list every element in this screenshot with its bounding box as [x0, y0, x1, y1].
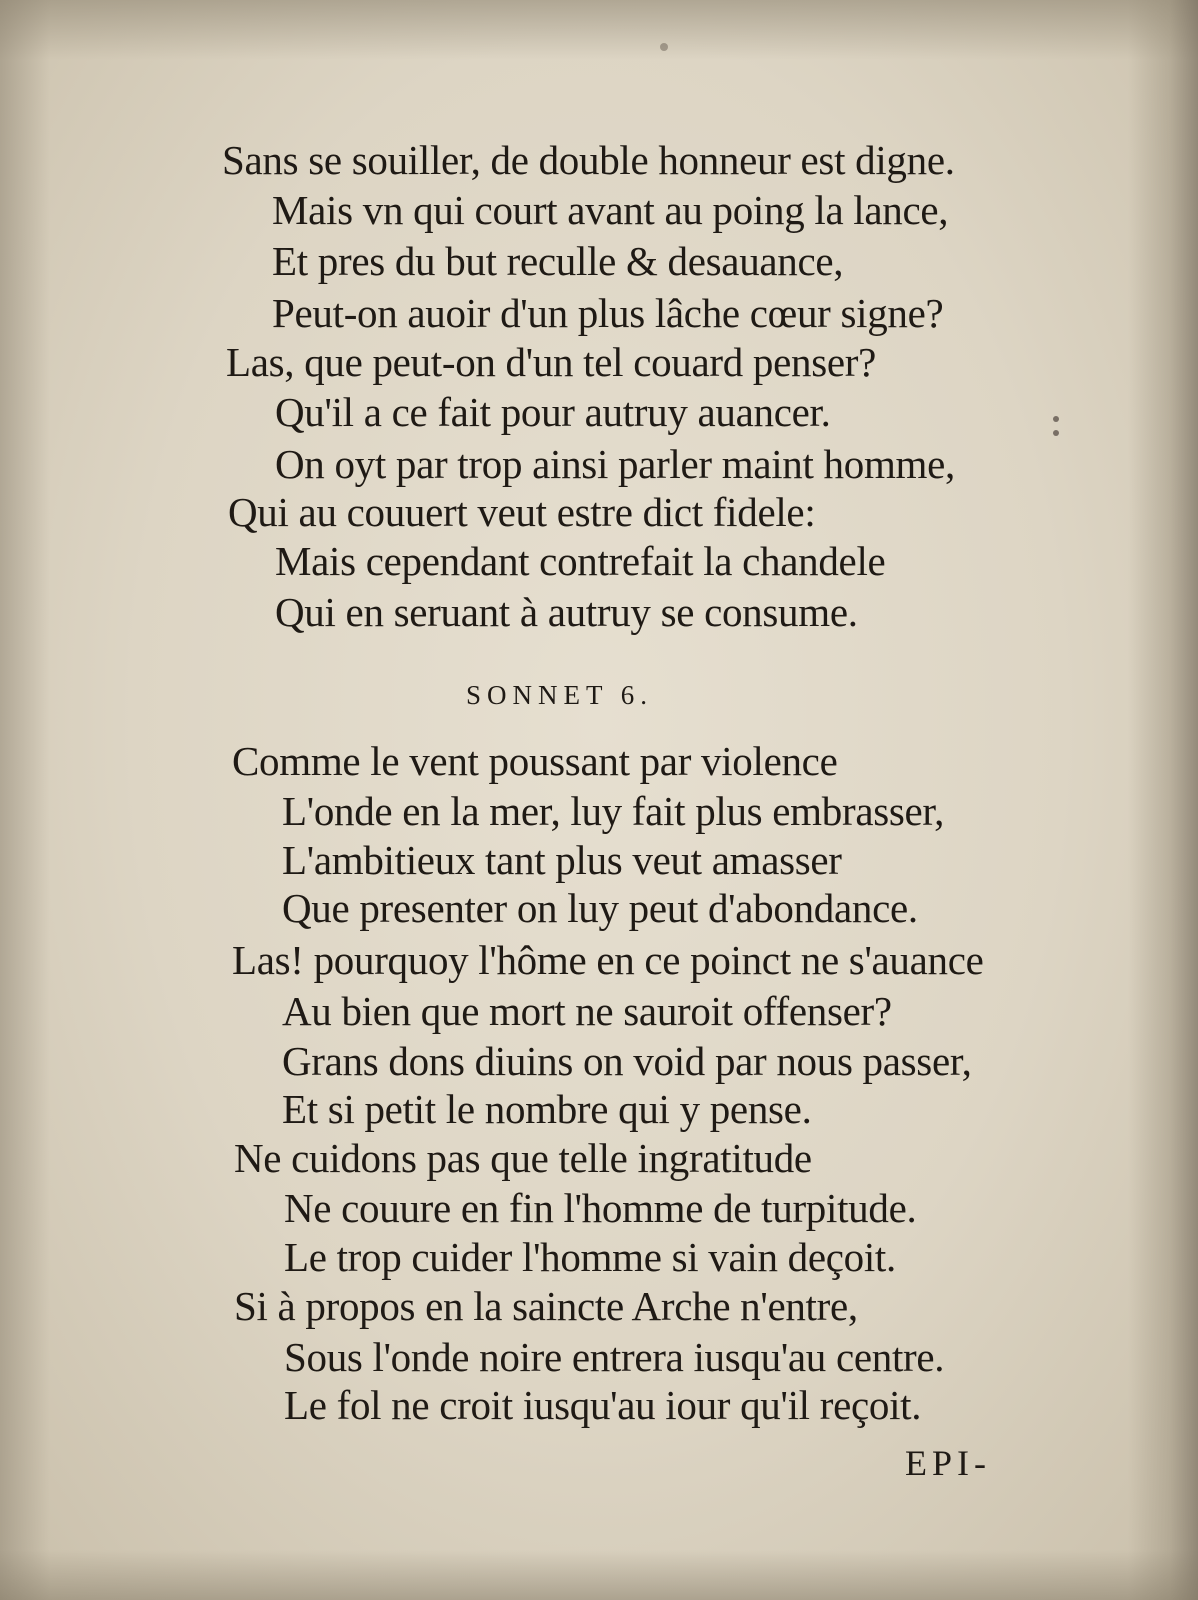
ink-speck	[660, 43, 668, 51]
verse-line: Sous l'onde noire entrera iusqu'au centre.	[284, 1334, 945, 1380]
verse-line: Si à propos en la saincte Arche n'entre,	[234, 1283, 858, 1329]
verse-line: Ne couure en fin l'homme de turpitude.	[284, 1185, 917, 1231]
verse-line: Qui en seruant à autruy se consume.	[275, 589, 858, 635]
verse-line: On oyt par trop ainsi parler maint homme,	[275, 441, 955, 487]
verse-line: Et pres du but reculle & desauance,	[272, 238, 844, 284]
verse-line: Que presenter on luy peut d'abondance.	[282, 885, 918, 931]
verse-line: Grans dons diuins on void par nous passer,	[282, 1038, 972, 1084]
page-edge-left	[0, 0, 50, 1600]
verse-line: Las, que peut-on d'un tel couard penser?	[226, 339, 877, 385]
verse-line: L'onde en la mer, luy fait plus embrasser,	[282, 788, 945, 834]
verse-line: Mais cependant contrefait la chandele	[275, 538, 886, 584]
sonnet-heading: SONNET 6.	[466, 680, 654, 710]
verse-line: Au bien que mort ne sauroit offenser?	[282, 988, 892, 1034]
verse-line: L'ambitieux tant plus veut amasser	[282, 837, 842, 883]
page-edge-top	[0, 0, 1198, 60]
verse-line: Comme le vent poussant par violence	[232, 738, 838, 784]
verse-line: Qui au couuert veut estre dict fidele:	[228, 489, 816, 535]
verse-line: Sans se souiller, de double honneur est digne.	[222, 137, 955, 183]
verse-line: Las! pourquoy l'hôme en ce poinct ne s'auance	[232, 937, 984, 983]
page-edge-right	[1128, 0, 1198, 1600]
verse-line: Qu'il a ce fait pour autruy auancer.	[275, 389, 831, 435]
ink-speck	[1053, 416, 1059, 422]
verse-line: Ne cuidons pas que telle ingratitude	[234, 1135, 812, 1181]
verse-line: Peut-on auoir d'un plus lâche cœur signe?	[272, 290, 944, 336]
ink-speck	[1053, 430, 1059, 436]
verse-line: Le trop cuider l'homme si vain deçoit.	[284, 1234, 896, 1280]
verse-line: Et si petit le nombre qui y pense.	[282, 1086, 812, 1132]
catchword: EPI-	[905, 1443, 991, 1483]
verse-line: Mais vn qui court avant au poing la lance,	[272, 187, 949, 233]
verse-line: Le fol ne croit iusqu'au iour qu'il reçoit.	[284, 1382, 922, 1428]
page-edge-bottom	[0, 1550, 1198, 1600]
